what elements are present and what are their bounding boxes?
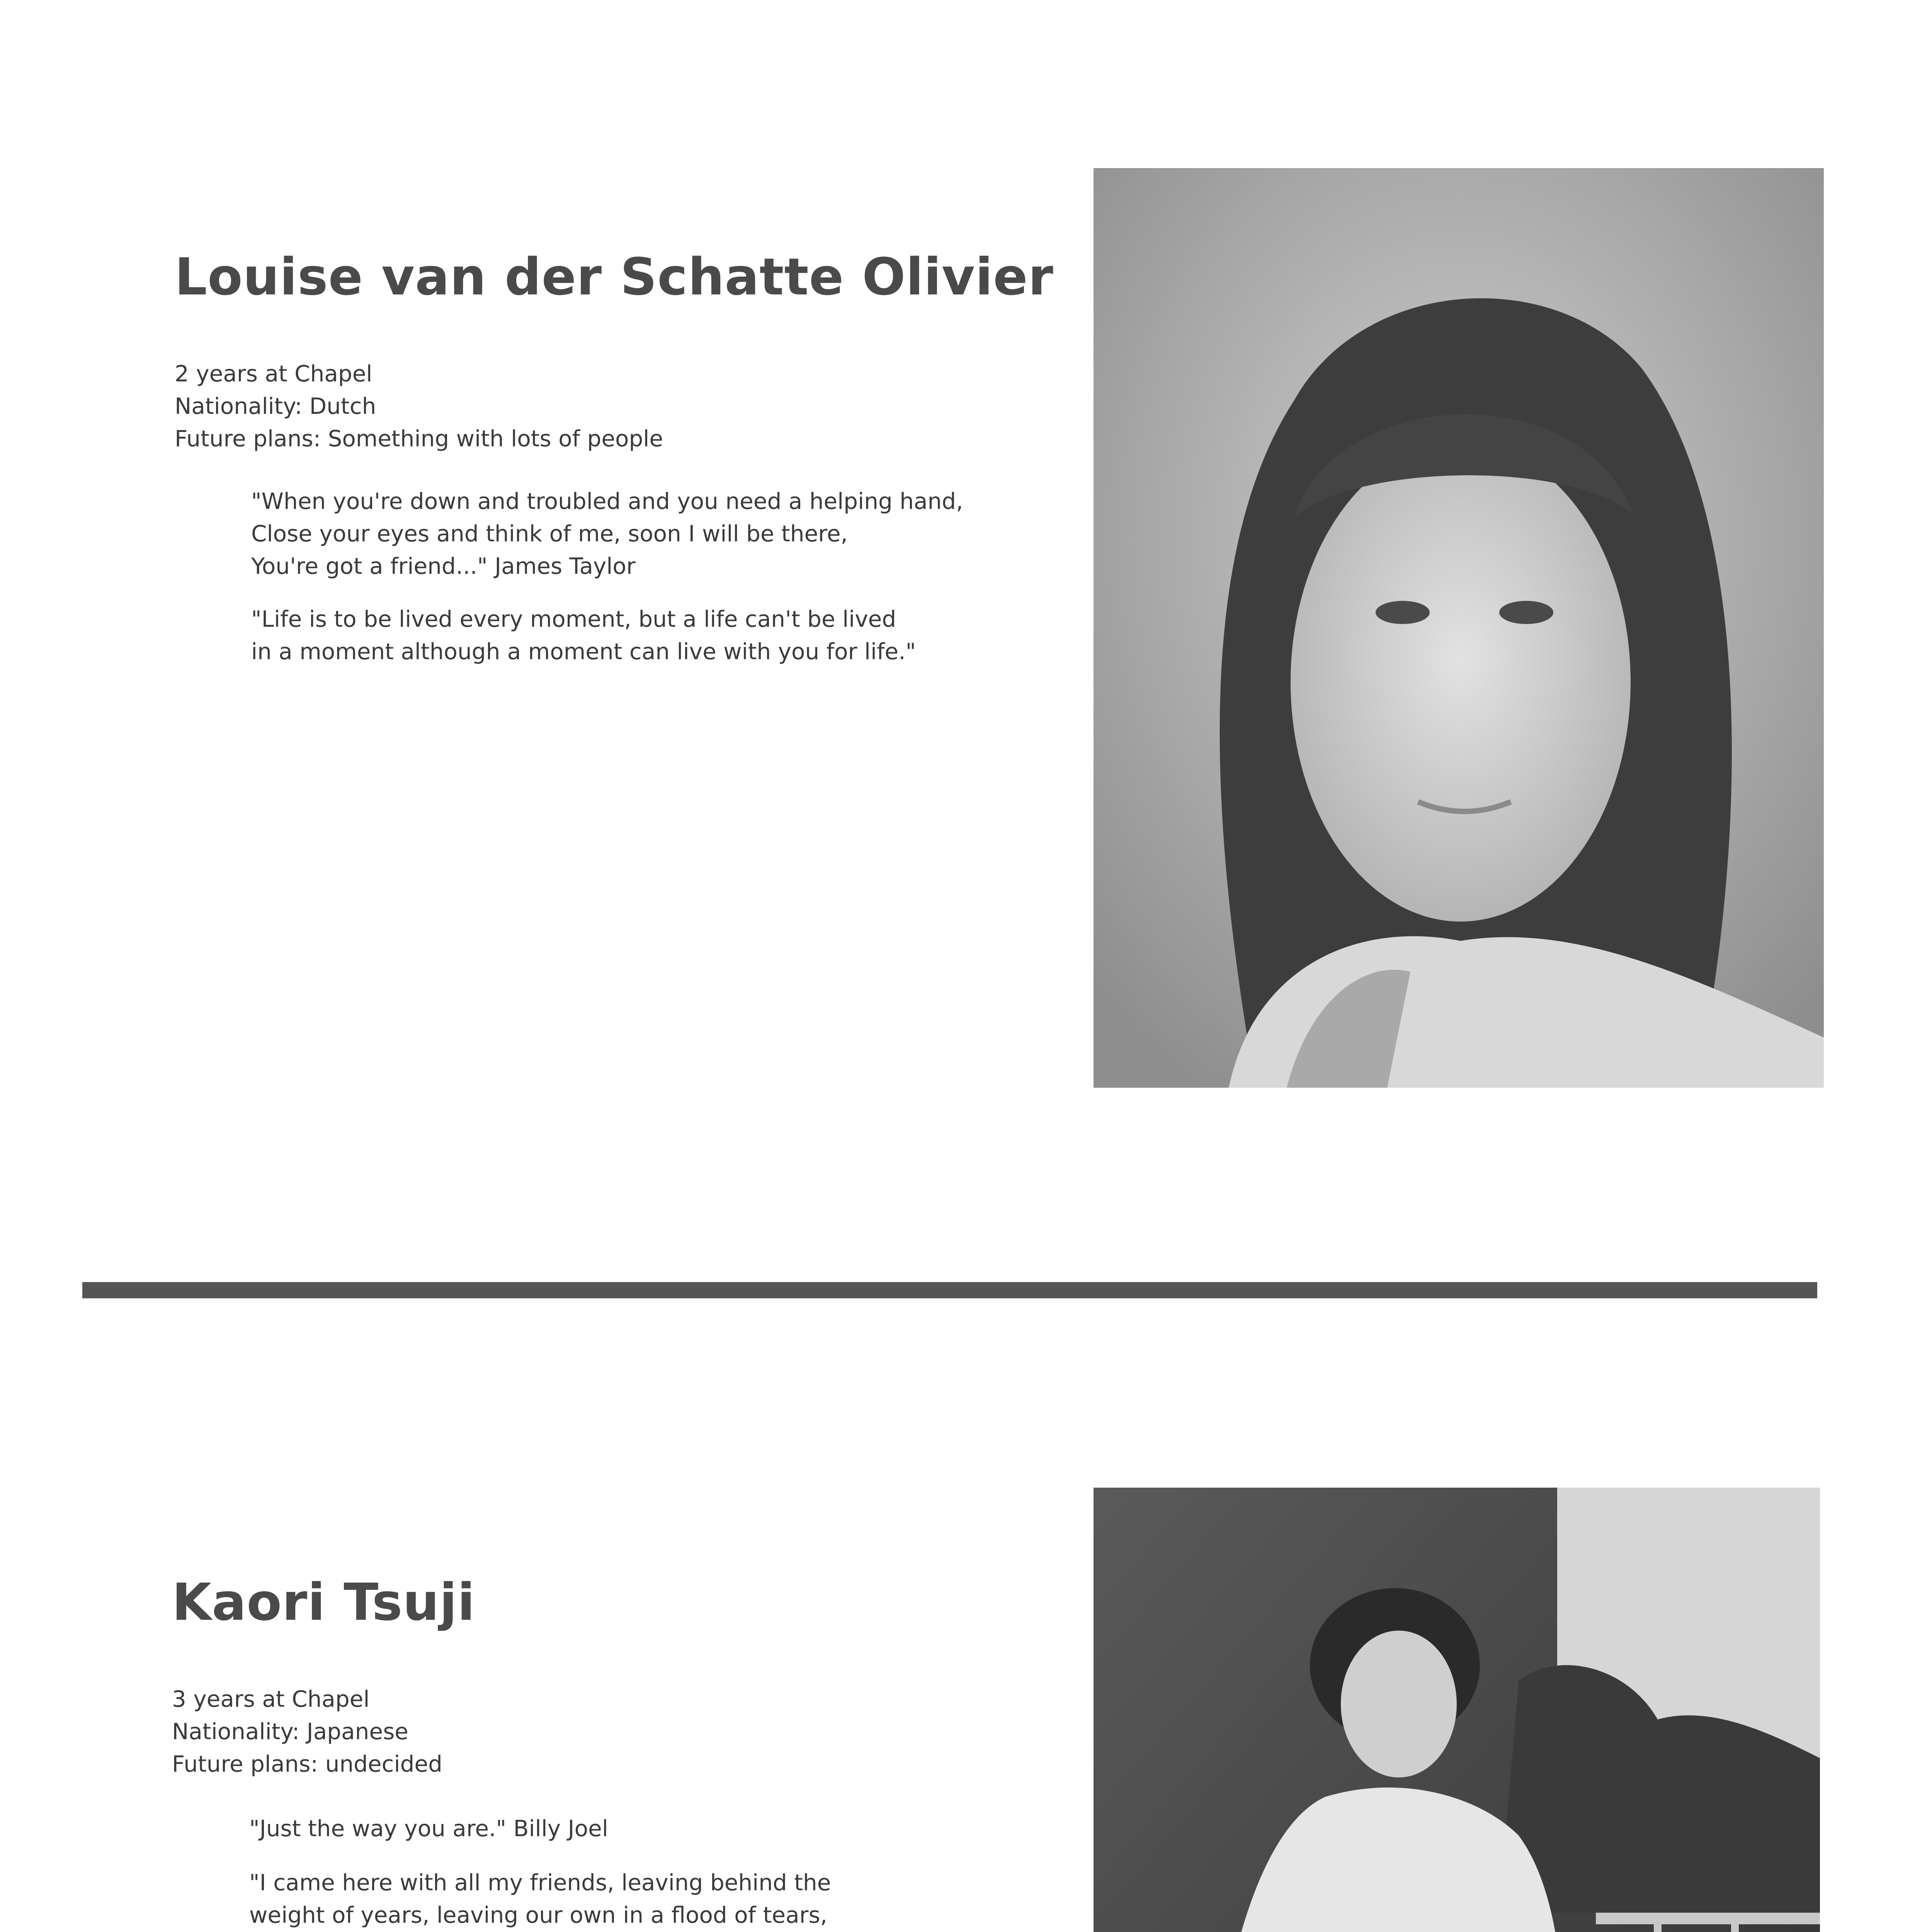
future-plans: Future plans: Something with lots of people	[175, 425, 663, 452]
quote	[251, 485, 963, 582]
years-at-school: 2 years at Chapel	[175, 361, 372, 387]
quote-line: "I came here with all my friends, leaving behind the	[249, 1869, 831, 1896]
student-portrait-photo	[1094, 168, 1824, 1088]
quote-line: Close your eyes and think of me, soon I will be there,	[251, 520, 848, 547]
quote	[249, 1866, 831, 1932]
student-portrait-photo	[1094, 1488, 1820, 1932]
quote	[249, 1812, 608, 1845]
quote-line: "Life is to be lived every moment, but a life can't be lived	[251, 606, 896, 632]
student-facts	[175, 357, 663, 455]
nationality: Nationality: Dutch	[175, 393, 376, 419]
student-facts	[172, 1683, 442, 1780]
years-at-school: 3 years at Chapel	[172, 1686, 370, 1712]
quote-line: weight of years, leaving our own in a flood of tears,	[249, 1902, 828, 1928]
student-name: Kaori Tsuji	[172, 1573, 475, 1632]
section-divider	[82, 1282, 1817, 1298]
quote	[251, 603, 916, 668]
quote-line: "Just the way you are." Billy Joel	[249, 1815, 608, 1842]
nationality: Nationality: Japanese	[172, 1718, 408, 1745]
student-name: Louise van der Schatte Olivier	[175, 247, 1054, 307]
quote-line: in a moment although a moment can live with you for life."	[251, 638, 916, 665]
quote-line: "When you're down and troubled and you need a helping hand,	[251, 488, 963, 514]
quote-line: You're got a friend..." James Taylor	[251, 553, 636, 579]
future-plans: Future plans: undecided	[172, 1751, 442, 1777]
